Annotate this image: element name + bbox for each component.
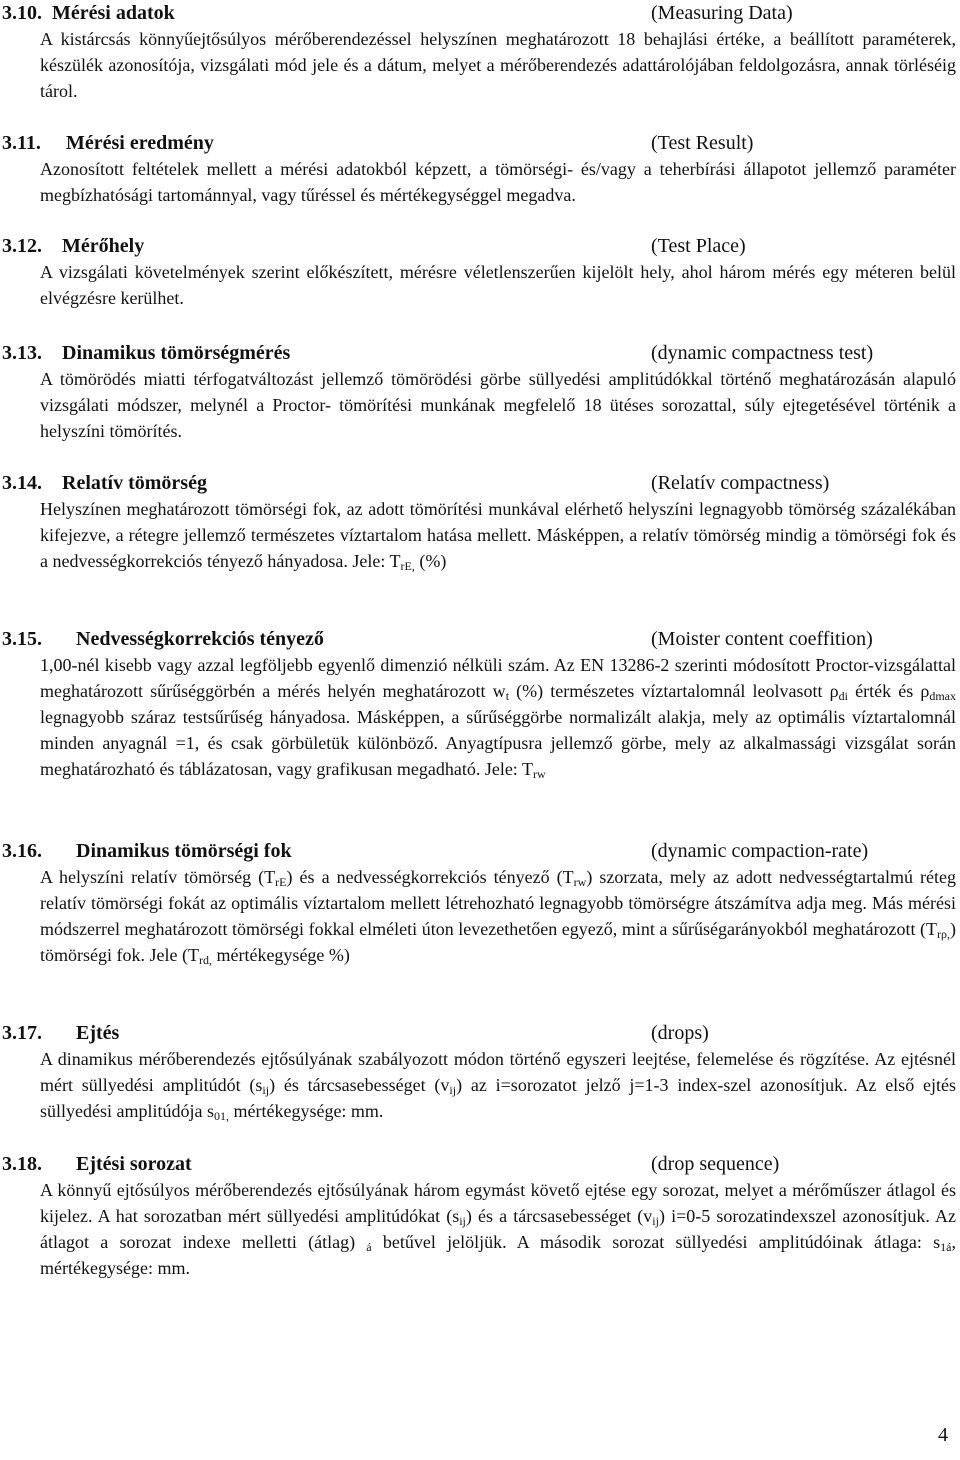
section-body: A helyszíni relatív tömörség $(T_{rE})$ és a nedvességkorrekciós tényező $(T_{rw})$ szorzata, mely az adott nedvességtartalmú réteg relatív tömörségi fokát az optimális víztartalom mellett létrehozható legnagyobb tömörségre átszámítva adja meg. Más mérési módszerrel meghatározott tömörségi fokkal elméleti úton levezethetően egyező, mint a sűrűségarányokból meghatározott $(T_{r\rho,})$ tömörségi fok. Jele ($T_{rd,}$ mértékegysége %) — [40, 867, 957, 967]
section-english-title: (drops) — [651, 1022, 709, 1044]
section-title: Ejtési sorozat — [76, 1153, 192, 1175]
subscript: rd, — [198, 953, 212, 967]
section-body: Helyszínen meghatározott tömörségi fok, az adott tömörítési munkával elérhető helyszíni legnagyobb tömörség százalékában kifejezve, a rétegre jellemző természetes víztartalom hatása mellett. Másképpen, a relatív tömörség mindig a tömörségi fok és a nedvességkorrekciós tényező hányadosa. Jele: $T_{rE,}$ (%) — [40, 499, 956, 573]
section-number: 3.18. — [2, 1153, 42, 1175]
subscript: dmax — [929, 689, 956, 703]
section-english-title: (drop sequence) — [651, 1153, 780, 1175]
section-3-15 — [0, 626, 960, 782]
section-body: A könnyű ejtősúlyos mérőberendezés ejtősúlyának három egymást követő ejtése egy sorozat, melyet a mérőműszer átlagol és kijelez. A hat sorozatban mért süllyedési amplitúdókat $(s_{ij})$ és a tárcsasebességet $(v_{ij})$ i=0-5 sorozatindexszel azonosítjuk. Az átlagot a sorozat indexe melletti (átlag) $_á$ betűvel jelöljük. A második sorozat süllyedési amplitúdóinak átlaga: $s_{1á}$, mértékegysége: mm. — [40, 1180, 956, 1278]
subscript: t — [505, 689, 510, 703]
section-body: A vizsgálati követelmények szerint előkészített, mérésre véletlenszerűen kijelölt hely, ahol három mérés egy méteren belül elvégzésre kerülhet. — [40, 262, 956, 308]
section-3-17 — [0, 1020, 960, 1124]
section-heading — [0, 470, 960, 496]
section-heading — [0, 233, 960, 259]
section-title: Mérőhely — [62, 235, 145, 257]
page-number: 4 — [938, 1424, 948, 1446]
section-english-title: (Measuring Data) — [651, 2, 793, 24]
section-title: Dinamikus tömörségmérés — [62, 342, 291, 364]
subscript: ij — [262, 1083, 270, 1097]
section-heading — [0, 838, 960, 864]
section-heading — [0, 130, 960, 156]
subscript: ij — [652, 1214, 659, 1228]
section-number: 3.10. — [2, 2, 42, 24]
section-3-10 — [0, 0, 960, 104]
section-number: 3.14. — [2, 472, 42, 494]
subscript: rw — [532, 767, 546, 781]
section-body: A kistárcsás könnyűejtősúlyos mérőberendezéssel helyszínen meghatározott 18 behajlási értéke, a beállított paraméterek, készülék azonosítója, vizsgálati mód jele és a dátum, melyet a mérőberendezés adattárolójában feldolgozásra, annak törléséig tárol. — [40, 29, 956, 101]
section-english-title: (dynamic compaction-rate) — [651, 840, 869, 862]
subscript: ij — [449, 1083, 457, 1097]
section-heading — [0, 626, 960, 652]
section-english-title: (dynamic compactness test) — [651, 342, 874, 364]
section-number: 3.12. — [2, 235, 42, 257]
section-title: Relatív tömörség — [62, 472, 207, 494]
subscript: rρ, — [937, 927, 950, 941]
subscript: rE, — [400, 559, 415, 573]
section-heading — [0, 1151, 960, 1177]
subscript: rw — [573, 875, 587, 889]
section-heading — [0, 1020, 960, 1046]
section-3-11 — [0, 130, 960, 208]
section-heading — [0, 340, 960, 366]
subscript: 01, — [213, 1109, 229, 1123]
section-body: A dinamikus mérőberendezés ejtősúlyának szabályozott módon történő egyszeri leejtése, felemelése és rögzítése. Az ejtésnél mért süllyedési amplitúdót $(s_{ij})$ és tárcsasebességet $(v_{ij})$ az i=sorozatot jelző j=1-3 index-szel azonosítjuk. Az első ejtés süllyedési amplitúdója $s_{01,}$ mértékegysége: mm. — [40, 1049, 956, 1123]
section-title: Ejtés — [76, 1022, 120, 1044]
section-3-12 — [0, 233, 960, 311]
subscript: rE — [275, 875, 287, 889]
section-english-title: (Relatív compactness) — [651, 472, 830, 494]
subscript: 1á — [940, 1240, 952, 1254]
section-heading — [0, 0, 960, 26]
section-number: 3.15. — [2, 628, 42, 650]
section-3-18 — [0, 1151, 960, 1281]
section-title: Dinamikus tömörségi fok — [76, 840, 292, 862]
section-english-title: (Moister content coeffition) — [651, 628, 873, 650]
subscript: ij — [459, 1214, 466, 1228]
section-3-13 — [0, 340, 960, 444]
section-number: 3.17. — [2, 1022, 42, 1044]
section-number: 3.13. — [2, 342, 42, 364]
section-title: Mérési eredmény — [66, 132, 214, 154]
section-english-title: (Test Result) — [651, 132, 754, 154]
section-title: Nedvességkorrekciós tényező — [76, 628, 324, 650]
section-english-title: (Test Place) — [651, 235, 746, 257]
section-body: Azonosított feltételek mellett a mérési adatokból képzett, a tömörségi- és/vagy a teherbírási állapotot jellemző paraméter megbízhatósági tartománnyal, vagy tűréssel és mértékegységgel megadva. — [40, 159, 956, 205]
section-number: 3.16. — [2, 840, 42, 862]
section-title: Mérési adatok — [52, 2, 175, 24]
section-number: 3.11. — [2, 132, 41, 154]
section-body: A tömörödés miatti térfogatváltozást jellemző tömörödési görbe süllyedési amplitúdókkal történő meghatározásán alapuló vizsgálati módszer, melynél a Proctor- tömörítési munkának megfelelő 18 ütéses sorozattal, súly ejtegetésével történik a helyszíni tömörítés. — [40, 369, 956, 441]
section-body: 1,00-nél kisebb vagy azzal legföljebb egyenlő dimenzió nélküli szám. Az EN 13286-2 szerinti módosított Proctor-vizsgálattal meghatározott sűrűséggörbén a mérés helyén meghatározott $w_t$ (%) természetes víztartalomnál leolvasott $\rho_{di}$ érték és $\rho_{dmax}$ legnagyobb száraz testsűrűség hányadosa. Másképpen, a sűrűséggörbe normalizált alakja, mely az optimális víztartalomnál minden anyagnál =1, és csak görbületük különböző. Anyagtípusra jellemző görbe, mely az alkalmassági vizsgálat során meghatározható és táblázatosan, vagy grafikusan megadható. Jele: $T_{rw}$ — [40, 655, 956, 781]
section-3-14 — [0, 470, 960, 574]
subscript: á — [366, 1240, 372, 1254]
subscript: di — [838, 689, 848, 703]
section-3-16 — [0, 838, 960, 968]
